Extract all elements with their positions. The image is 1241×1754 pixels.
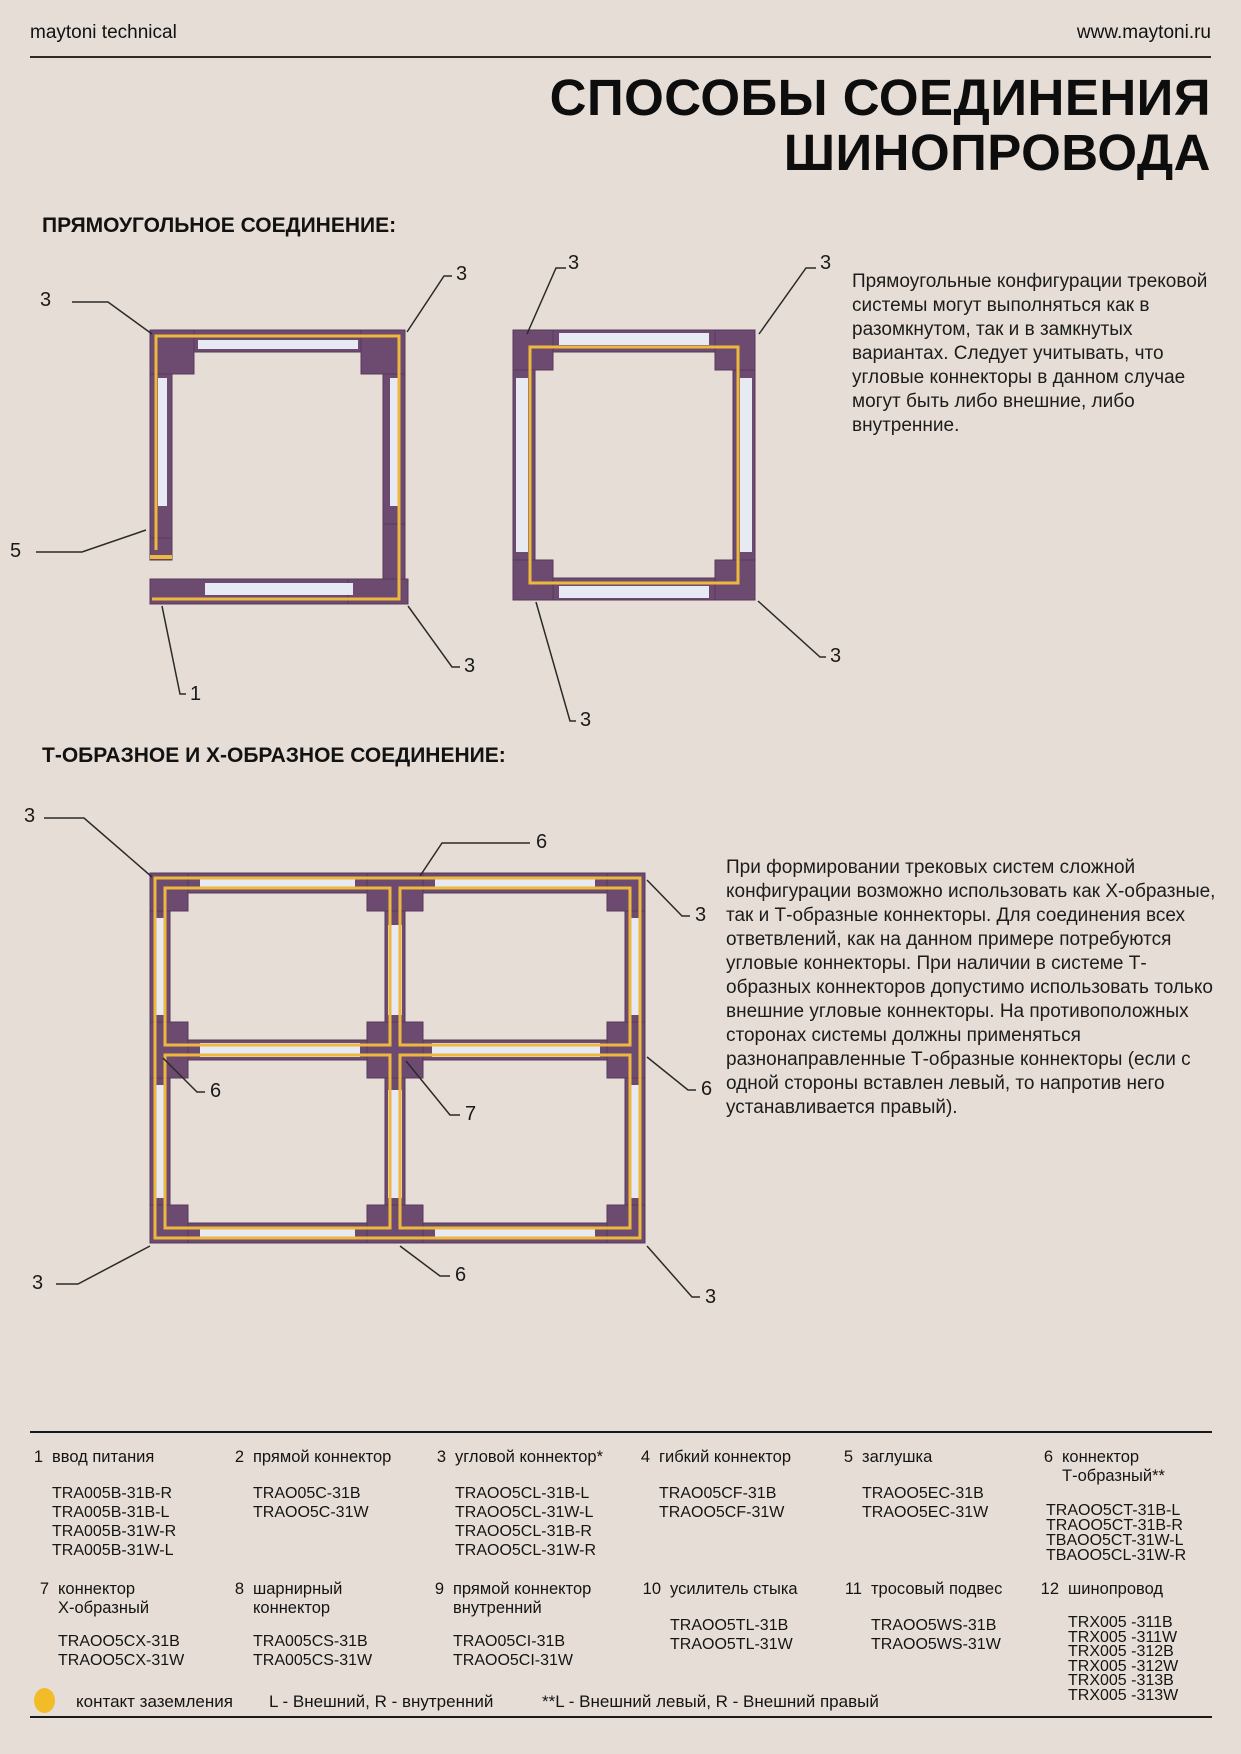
legend-item-label: гибкий коннектор [659, 1448, 792, 1466]
site-url: www.maytoni.ru [1076, 22, 1211, 43]
legend-item-8 [234, 1580, 373, 1670]
legend-item-number: 6 [1043, 1448, 1053, 1466]
legend-item-6 [1043, 1448, 1187, 1564]
legend-item-3 [436, 1448, 603, 1560]
callout-label: 3 [705, 1286, 717, 1308]
page-title-line1: СПОСОБЫ СОЕДИНЕНИЯ [549, 69, 1211, 126]
legend-item-label: шинопровод [1068, 1580, 1164, 1598]
legend-item-number: 9 [434, 1580, 444, 1598]
diagram-t-x-grid [150, 873, 645, 1243]
legend-item-4 [640, 1448, 792, 1522]
legend-item-label: прямой коннектор внутренний [453, 1580, 592, 1617]
section2-heading: Т-ОБРАЗНОЕ И Х-ОБРАЗНОЕ СОЕДИНЕНИЕ: [42, 744, 506, 767]
legend-item-number: 2 [234, 1448, 244, 1466]
legend-item-codes: TRA005CS-31B TRA005CS-31W [253, 1633, 373, 1669]
legend-item-number: 4 [640, 1448, 650, 1466]
legend-item-number: 12 [1040, 1580, 1059, 1598]
legend-item-number: 5 [843, 1448, 853, 1466]
legend-item-codes: TRAOO5CL-31B-L TRAOO5CL-31W-L TRAOO5CL-31B-R TRAOO5CL-31W-R [455, 1485, 597, 1559]
legend-item-number: 1 [33, 1448, 43, 1466]
callout-label: 7 [465, 1103, 477, 1125]
legend-item-label: угловой коннектор* [455, 1448, 603, 1466]
legend-item-label: прямой коннектор [253, 1448, 392, 1466]
legend-item-number: 10 [642, 1580, 661, 1598]
legend-item-11 [844, 1580, 1003, 1654]
callout-label: 3 [24, 805, 36, 827]
legend-item-number: 7 [39, 1580, 49, 1598]
section1-paragraph: Прямоугольные конфигурации трековой системы могут выполняться как в разомкнутом, так и в замкнутых вариантах. Следует учитывать, что угловые коннекторы в данном случае могут быть либо внешние, либо внутренние. [852, 271, 1208, 436]
section2-paragraph: При формировании трековых систем сложной конфигурации возможно использовать как Х-образные, так и Т-образные коннекторы. Для соединения всех ответвлений, как на данном примере потребуются угловые коннекторы. При наличии в системе Т-образных коннекторов допустимо использовать только внешние угловые коннекторы. На противоположных сторонах системы должны применяться разнонаправленные Т-образные коннекторы (если с одной стороны вставлен левый, то напротив него устанавливается правый). [726, 857, 1216, 1118]
footnote-double-asterisk: **L - Внешний левый, R - Внешний правый [542, 1692, 879, 1711]
legend-item-codes: TRA005B-31B-R TRA005B-31B-L TRA005B-31W-R TRA005B-31W-L [52, 1485, 177, 1559]
callout-label: 6 [455, 1264, 467, 1286]
legend-item-codes: TRAOO5CT-31B-L TRAOO5CT-31B-R TBAOO5CT-31W-L TBAOO5CL-31W-R [1046, 1502, 1187, 1564]
callout-label: 5 [10, 540, 22, 562]
callout-label: 6 [536, 831, 548, 853]
diagram-open-rectangle [150, 330, 408, 604]
legend-item-1 [33, 1448, 177, 1560]
callout-label: 6 [701, 1078, 713, 1100]
legend-item-10 [642, 1580, 798, 1654]
brand-text: maytoni technical [30, 22, 177, 43]
legend-item-codes: TRAO05C-31B TRAOO5C-31W [253, 1485, 369, 1521]
diagram-closed-rectangle [513, 330, 755, 600]
callout-label: 3 [820, 252, 832, 274]
legend-item-label: коннектор Х-образный [58, 1580, 150, 1617]
callout-label: 3 [580, 709, 592, 731]
footnote-single-asterisk: L - Внешний, R - внутренний [269, 1692, 494, 1711]
legend-item-2 [234, 1448, 392, 1522]
legend-item-label: коннектор Т-образный** [1062, 1448, 1165, 1485]
callout-label: 3 [32, 1272, 44, 1294]
callout-label: 3 [40, 289, 52, 311]
legend-item-label: ввод питания [52, 1448, 155, 1466]
legend-item-codes: TRAO05CI-31B TRAOO5CI-31W [453, 1633, 574, 1669]
legend-item-number: 8 [234, 1580, 244, 1598]
callout-label: 3 [456, 263, 468, 285]
callout-label: 3 [830, 645, 842, 667]
legend-item-5 [843, 1448, 989, 1522]
legend-item-codes: TRAO05CF-31B TRAOO5CF-31W [659, 1485, 785, 1521]
legend-item-7 [39, 1580, 185, 1670]
legend-item-label: усилитель стыка [670, 1580, 798, 1598]
legend-item-codes: TRAOO5WS-31B TRAOO5WS-31W [871, 1617, 1001, 1653]
legend-item-number: 11 [844, 1580, 862, 1598]
legend-item-codes: TRAOO5CX-31B TRAOO5CX-31W [58, 1633, 185, 1669]
section1-heading: ПРЯМОУГОЛЬНОЕ СОЕДИНЕНИЕ: [42, 214, 397, 237]
legend-item-label: тросовый подвес [871, 1580, 1003, 1598]
legend-item-label: шарнирный коннектор [253, 1580, 343, 1617]
legend-item-codes: TRX005 -311B TRX005 -311W TRX005 -312B TRX005 -312W TRX005 -313B TRX005 -313W [1068, 1614, 1179, 1704]
callout-label: 3 [695, 904, 707, 926]
callout-label: 6 [210, 1080, 222, 1102]
footnote-ground: контакт заземления [76, 1692, 233, 1711]
ground-contact-dot-icon [34, 1688, 55, 1713]
legend-item-9 [434, 1580, 592, 1670]
callout-label: 1 [190, 683, 202, 705]
callout-label: 3 [568, 252, 580, 274]
legend-item-12 [1040, 1580, 1179, 1704]
legend-item-codes: TRAOO5EC-31B TRAOO5EC-31W [862, 1485, 989, 1521]
callout-label: 3 [464, 655, 476, 677]
legend-item-codes: TRAOO5TL-31B TRAOO5TL-31W [670, 1617, 793, 1653]
legend-item-label: заглушка [862, 1448, 933, 1466]
page-title-line2: ШИНОПРОВОДА [783, 124, 1211, 181]
legend-item-number: 3 [436, 1448, 446, 1466]
